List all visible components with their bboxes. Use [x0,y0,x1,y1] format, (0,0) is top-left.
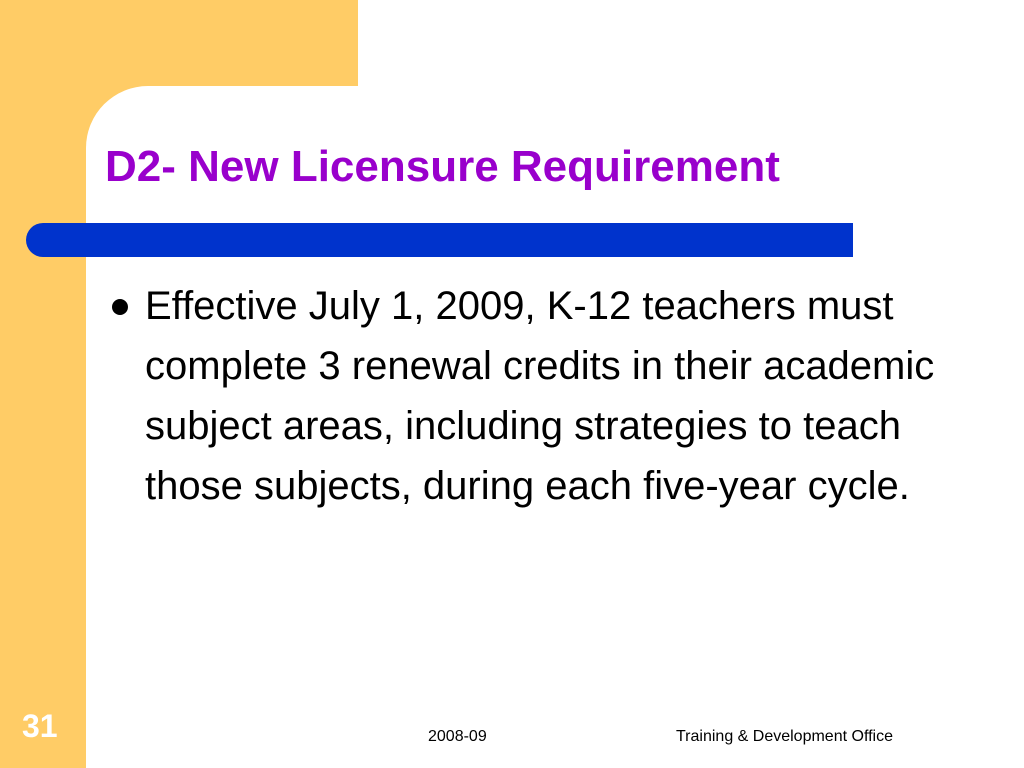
bullet-list [108,276,1008,516]
bullet-text: Effective July 1, 2009, K-12 teachers must complete 3 renewal credits in their academic subject areas, including strategies to teach those subjects, during each five-year cycle. [145,284,935,508]
bullet-item [108,276,1008,516]
slide-title: D2- New Licensure Requirement [105,142,780,191]
accent-band-left [0,0,86,768]
footer-date: 2008-09 [428,728,487,745]
slide-number: 31 [22,708,58,744]
title-divider-bar [26,223,853,257]
footer-office: Training & Development Office [676,728,893,745]
bullet-dot-icon [112,299,128,315]
